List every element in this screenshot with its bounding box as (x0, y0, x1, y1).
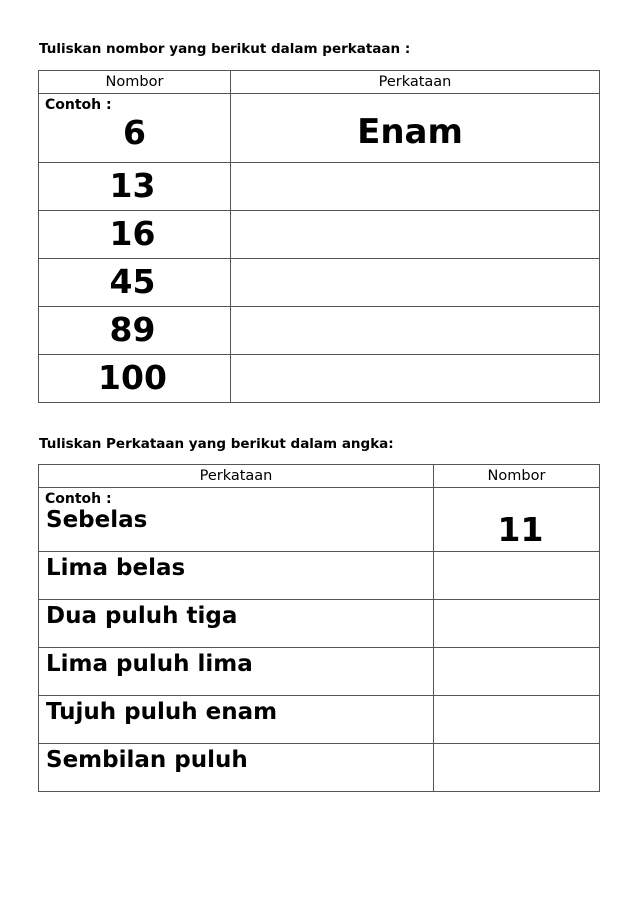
answer-cell[interactable] (231, 259, 600, 307)
table-row (39, 259, 600, 307)
answer-cell[interactable] (434, 552, 600, 600)
word-cell (39, 552, 434, 600)
answer-cell[interactable] (231, 163, 600, 211)
number-cell (39, 307, 231, 355)
table-row (39, 163, 600, 211)
example-number: 11 (497, 510, 544, 549)
number-value: 45 (109, 262, 156, 301)
table-row (39, 307, 600, 355)
answer-cell[interactable] (434, 744, 600, 792)
word-value: Dua puluh tiga (46, 603, 238, 629)
answer-cell[interactable] (231, 355, 600, 403)
word-cell (39, 648, 434, 696)
number-cell (39, 163, 231, 211)
number-cell (39, 355, 231, 403)
table-header-row (39, 465, 600, 488)
table-row (39, 552, 600, 600)
example-number: 6 (123, 113, 146, 152)
number-cell (39, 259, 231, 307)
example-word-cell (231, 94, 600, 163)
example-row (39, 94, 600, 163)
table-row (39, 744, 600, 792)
table-row (39, 355, 600, 403)
example-label: Contoh : (45, 97, 112, 113)
example-word-cell (39, 488, 434, 552)
answer-cell[interactable] (434, 600, 600, 648)
answer-cell[interactable] (434, 648, 600, 696)
header-perkataan: Perkataan (39, 465, 434, 488)
example-word: Sebelas (46, 507, 148, 533)
word-cell (39, 696, 434, 744)
example-label: Contoh : (45, 491, 112, 507)
number-value: 16 (109, 214, 156, 253)
header-nombor: Nombor (39, 71, 231, 94)
word-cell (39, 600, 434, 648)
answer-cell[interactable] (231, 211, 600, 259)
answer-cell[interactable] (434, 696, 600, 744)
answer-cell[interactable] (231, 307, 600, 355)
table-row (39, 696, 600, 744)
example-row (39, 488, 600, 552)
word-value: Tujuh puluh enam (46, 699, 278, 725)
number-value: 89 (109, 310, 156, 349)
header-nombor: Nombor (434, 465, 600, 488)
instruction-numbers-to-words: Tuliskan nombor yang berikut dalam perkataan : (39, 41, 411, 57)
table-row (39, 211, 600, 259)
table-header-row (39, 71, 600, 94)
header-perkataan: Perkataan (231, 71, 600, 94)
numbers-to-words-table (38, 70, 600, 403)
table-row (39, 600, 600, 648)
number-value: 100 (98, 358, 167, 397)
word-value: Lima belas (46, 555, 186, 581)
number-cell (39, 211, 231, 259)
number-value: 13 (109, 166, 156, 205)
word-value: Lima puluh lima (46, 651, 253, 677)
example-number-cell (434, 488, 600, 552)
word-value: Sembilan puluh (46, 747, 248, 773)
words-to-numbers-table (38, 464, 600, 792)
example-number-cell (39, 94, 231, 163)
word-cell (39, 744, 434, 792)
table-row (39, 648, 600, 696)
instruction-words-to-numbers: Tuliskan Perkataan yang berikut dalam angka: (39, 436, 394, 452)
example-word: Enam (357, 112, 463, 152)
